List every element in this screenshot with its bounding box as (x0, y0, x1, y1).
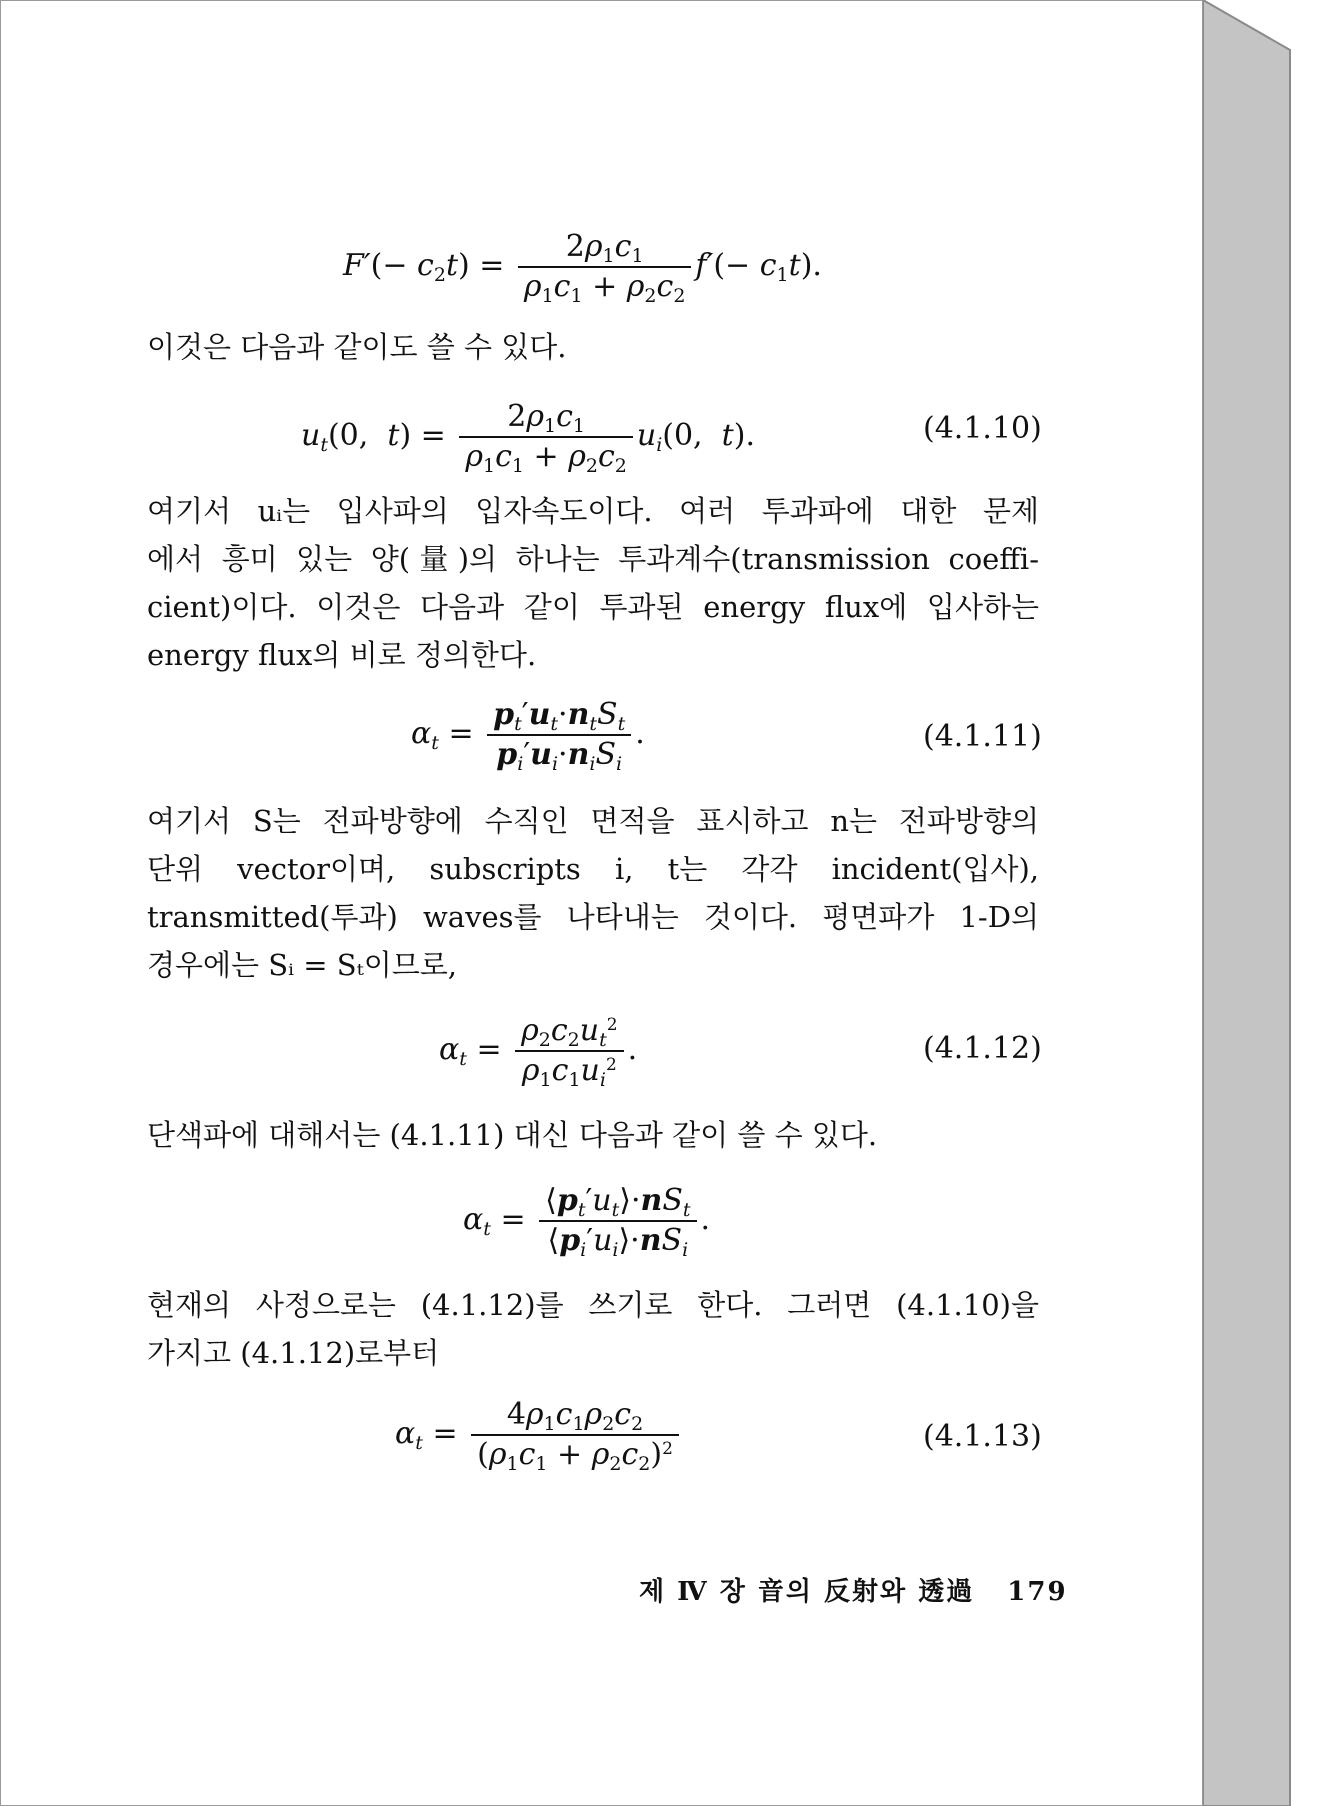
paragraph-2-line-4: energy flux의 비로 정의한다. (147, 638, 537, 672)
equation-4-1-11: $\alpha_t$ = $\frac{p_t'u_t\cdot n_tS_t}{p_i'u_i\cdot n_iS_i}$ . (411, 697, 645, 775)
paragraph-4-text: 단색파에 대해서는 (4.1.11) 대신 다음과 같이 쓸 수 있다. (147, 1118, 878, 1152)
paragraph-3-line-1: 여기서 S는 전파방향에 수직인 면적을 표시하고 n는 전파방향의 (147, 804, 1039, 838)
paragraph-5-line-1: 현재의 사정으로는 (4.1.12)를 쓰기로 한다. 그러면 (4.1.10)을 (147, 1288, 1039, 1322)
paragraph-3-line-4: 경우에는 Sᵢ = Sₜ이므로, (147, 948, 457, 982)
equation-4-1-10: $u_t(0$, t) = $\frac{2\rho_1c_1}{\rho_1c_1 + \rho_2c_2}$ $u_i(0$, t). (301, 399, 755, 477)
paragraph-2-line-1: 여기서 uᵢ는 입사파의 입자속도이다. 여러 투과파에 대한 문제 (147, 494, 1039, 528)
paragraph-1 (147, 323, 1039, 371)
equation-f-prime: $F'(- c_2t)$ = $\frac{2\rho_1c_1}{\rho_1c_1 + \rho_2c_2}$ $f'(- c_1t)$. (343, 229, 822, 307)
page-number: 179 (1007, 1577, 1068, 1607)
paragraph-2 (147, 487, 1039, 679)
chapter-title: 제 Ⅳ 장 音의 反射와 透過 (639, 1577, 975, 1607)
equation-number-12: (4.1.12) (923, 1031, 1042, 1066)
paragraph-4 (147, 1111, 1039, 1159)
equation-4-1-13: $\alpha_t$ = $\frac{4\rho_1c_1\rho_2c_2}{(\rho_1c_1 + \rho_2c_2)^2}$ (395, 1397, 683, 1473)
paragraph-2-line-2: 에서 흥미 있는 양(量)의 하나는 투과계수(transmission coeffi- (147, 542, 1039, 576)
paragraph-3-line-3: transmitted(투과) waves를 나타내는 것이다. 평면파가 1-D의 (147, 900, 1039, 934)
paragraph-3 (147, 797, 1039, 989)
paragraph-5 (147, 1281, 1039, 1377)
equation-4-1-12: $\alpha_t$ = $\frac{\rho_2c_2u_t^2}{\rho_1c_1u_i^2}$ . (439, 1013, 638, 1091)
equation-number-10: (4.1.10) (923, 411, 1042, 446)
paragraph-1-text: 이것은 다음과 같이도 쓸 수 있다. (147, 330, 567, 364)
equation-number-13: (4.1.13) (923, 1419, 1042, 1454)
equation-number-11: (4.1.11) (923, 719, 1042, 754)
page-footer (639, 1571, 1068, 1608)
paragraph-3-line-2: 단위 vector이며, subscripts i, t는 각각 incident(입사), (147, 852, 1039, 886)
paragraph-2-line-3: cient)이다. 이것은 다음과 같이 투과된 energy flux에 입사하는 (147, 590, 1039, 624)
equation-monochromatic: $\alpha_t$ = $\frac{⟨p_t'u_t⟩\cdot nS_t}{⟨p_i'u_i⟩\cdot nS_i}$ . (463, 1183, 711, 1261)
paragraph-5-line-2: 가지고 (4.1.12)로부터 (147, 1336, 440, 1370)
